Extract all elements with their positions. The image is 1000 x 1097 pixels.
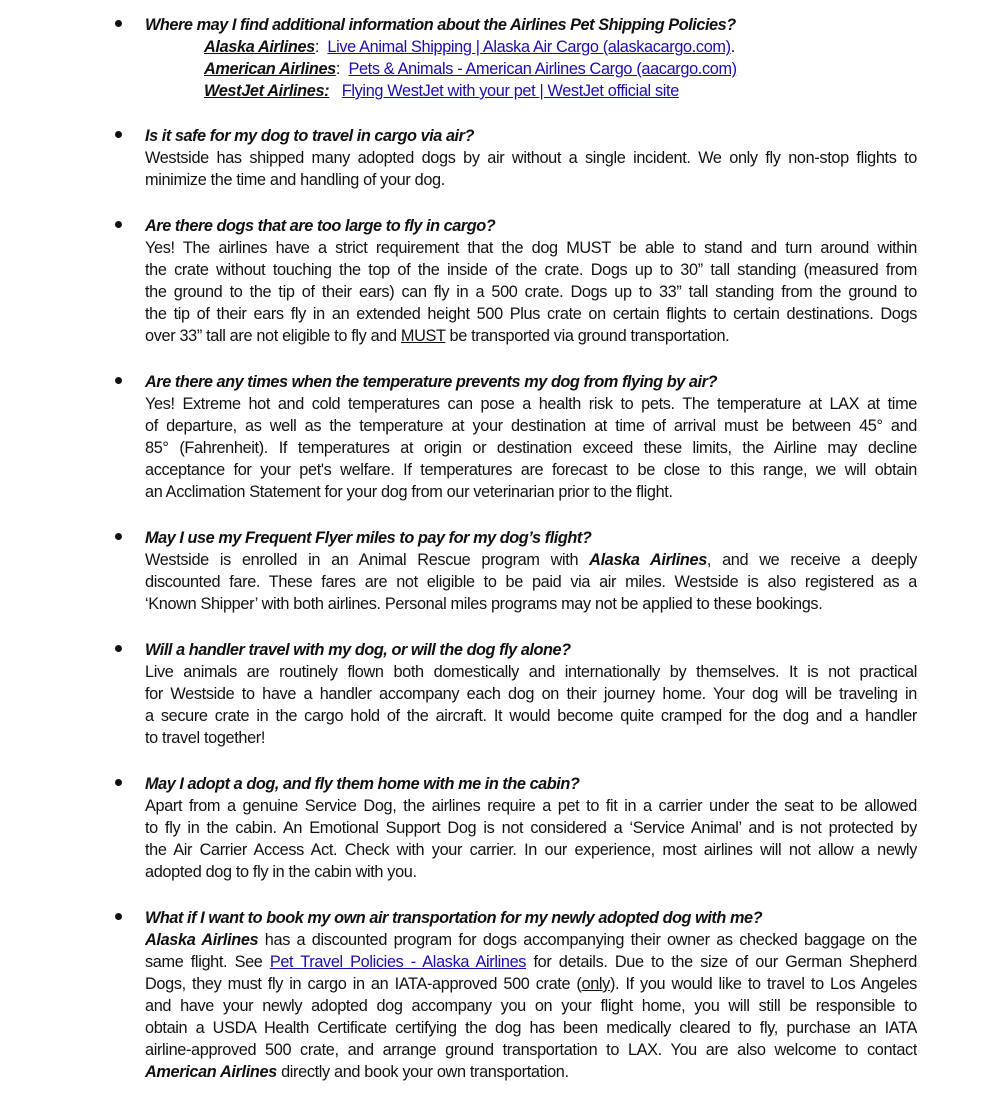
faq-item-large-dogs xyxy=(145,215,917,347)
text: , and we receive a deeply xyxy=(706,551,917,569)
answer-line: the Air Carrier Access Act. Check with your carrier. In our experience, most airlines will not allow a newly xyxy=(145,841,917,859)
text: be transported via ground transportation. xyxy=(445,327,730,345)
answer-line: to fly in the cabin. An Emotional Support Dog is not considered a ‘Service Animal’ and is not protected by xyxy=(145,819,917,837)
separator: : xyxy=(335,60,349,78)
answer-line: the crate without touching the top of the inside of the crate. Dogs up to 30” tall standing (measured from xyxy=(145,261,917,279)
faq-item-cabin xyxy=(145,773,917,883)
answer-line xyxy=(145,325,917,347)
answer-line xyxy=(145,951,917,973)
airline-name: Alaska Airlines xyxy=(145,931,259,949)
separator: : xyxy=(314,38,328,56)
faq-question: Are there any times when the temperature prevents my dog from flying by air? xyxy=(145,373,717,391)
airline-name: American Airlines xyxy=(204,60,336,78)
answer-line: and have your newly adopted dog accompany you on your flight home, you will still be responsible to xyxy=(145,997,917,1015)
airline-name: WestJet Airlines: xyxy=(204,82,330,100)
emphasis-only: only xyxy=(581,975,610,993)
faq-question: Are there dogs that are too large to fly in cargo? xyxy=(145,217,496,235)
answer-line: for Westside to have a handler accompany each dog on their journey home. Your dog will be traveling in xyxy=(145,685,917,703)
faq-item-safety xyxy=(145,125,917,191)
bullet-icon xyxy=(115,779,122,786)
answer-line: minimize the time and handling of your dog. xyxy=(145,171,445,189)
answer-line: adopted dog to fly in the cabin with you. xyxy=(145,863,417,881)
resource-alaska xyxy=(145,36,917,58)
answer-line: of departure, as well as the temperature at your destination at time of arrival must be between 45° and xyxy=(145,417,917,435)
text: ). If you would like to travel to Los Angeles xyxy=(609,975,917,993)
answer-line: ‘Known Shipper’ with both airlines. Personal miles programs may not be applied to these bookings. xyxy=(145,595,823,613)
resource-american xyxy=(145,58,917,80)
airline-name: Alaska Airlines xyxy=(204,38,315,56)
answer-line xyxy=(145,973,917,995)
answer-line: to travel together! xyxy=(145,729,266,747)
text: for details. Due to the size of our German Shepherd xyxy=(526,953,917,971)
answer-line: the tip of their ears fly in an extended height 500 Plus crate on certain flights to certain destinations. Dogs xyxy=(145,305,917,323)
bullet-icon xyxy=(115,221,122,228)
text: same flight. See xyxy=(145,953,270,971)
text: has a discounted program for dogs accompanying their owner as checked baggage on the xyxy=(258,931,917,949)
westjet-pet-link[interactable]: Flying WestJet with your pet | WestJet official site xyxy=(341,82,679,100)
bullet-icon xyxy=(115,913,122,920)
resource-westjet xyxy=(145,80,917,102)
answer-line: 85° (Fahrenheit). If temperatures at origin or destination exceed these limits, the Airline may decline xyxy=(145,439,917,457)
answer-line xyxy=(145,929,917,951)
aa-cargo-link[interactable]: Pets & Animals - American Airlines Cargo (aacargo.com) xyxy=(348,60,737,78)
faq-item-frequent-flyer xyxy=(145,527,917,615)
answer-line xyxy=(145,549,917,571)
emphasis-must: MUST xyxy=(400,327,446,345)
faq-question: What if I want to book my own air transportation for my newly adopted dog with me? xyxy=(145,909,763,927)
answer-line: Live animals are routinely flown both domestically and internationally by themselves. It is not practical xyxy=(145,663,917,681)
bullet-icon xyxy=(115,645,122,652)
answer-line: Yes! Extreme hot and cold temperatures can pose a health risk to pets. The temperature at LAX at time xyxy=(145,395,917,413)
faq-item-temperature xyxy=(145,371,917,503)
bullet-icon xyxy=(115,131,122,138)
alaska-pet-travel-link[interactable]: Pet Travel Policies - Alaska Airlines xyxy=(269,953,527,971)
faq-question: Will a handler travel with my dog, or will the dog fly alone? xyxy=(145,641,571,659)
faq-question: May I use my Frequent Flyer miles to pay for my dog’s flight? xyxy=(145,529,592,547)
answer-line: obtain a USDA Health Certificate certifying the dog has been medically cleared to fly, purchase an IATA xyxy=(145,1019,917,1037)
trailing-text: . xyxy=(730,38,735,56)
faq-item-additional-info xyxy=(145,14,917,102)
answer-line: a secure crate in the cargo hold of the aircraft. It would become quite cramped for the dog and a handler xyxy=(145,707,917,725)
text: over 33” tall are not eligible to fly and xyxy=(145,327,401,345)
bullet-icon xyxy=(115,533,122,540)
airline-name: Alaska Airlines xyxy=(589,551,707,569)
faq-question: Is it safe for my dog to travel in cargo via air? xyxy=(145,127,474,145)
answer-line xyxy=(145,1061,917,1083)
alaska-cargo-link[interactable]: Live Animal Shipping | Alaska Air Cargo (alaskacargo.com) xyxy=(327,38,731,56)
separator xyxy=(329,82,342,100)
faq-item-own-booking xyxy=(145,907,917,1083)
text: Westside is enrolled in an Animal Rescue program with xyxy=(145,551,590,569)
airline-name: American Airlines xyxy=(145,1063,277,1081)
answer-line: an Acclimation Statement for your dog from our veterinarian prior to the flight. xyxy=(145,483,673,501)
answer-line: Yes! The airlines have a strict requirement that the dog MUST be able to stand and turn around within xyxy=(145,239,917,257)
bullet-icon xyxy=(115,377,122,384)
answer-line: acceptance for your pet's welfare. If temperatures are forecast to be close to this range, we will obtain xyxy=(145,461,917,479)
answer-line: discounted fare. These fares are not eligible to be paid via air miles. Westside is also registered as a xyxy=(145,573,917,591)
text: Dogs, they must fly in cargo in an IATA-approved 500 crate ( xyxy=(145,975,582,993)
faq-question: Where may I find additional information about the Airlines Pet Shipping Policies? xyxy=(145,16,736,34)
answer-line: Westside has shipped many adopted dogs by air without a single incident. We only fly non-stop flights to xyxy=(145,149,917,167)
faq-item-handler xyxy=(145,639,917,749)
answer-line: the ground to the tip of their ears) can fly in a 500 crate. Dogs up to 33” tall standing from the ground to xyxy=(145,283,917,301)
faq-question: May I adopt a dog, and fly them home with me in the cabin? xyxy=(145,775,580,793)
answer-line: airline-approved 500 crate, and arrange ground transportation to LAX. You are also welcome to contact xyxy=(145,1041,917,1059)
answer-line: Apart from a genuine Service Dog, the airlines require a pet to fit in a carrier under the seat to be allowed xyxy=(145,797,917,815)
bullet-icon xyxy=(115,20,122,27)
text: directly and book your own transportation. xyxy=(276,1063,569,1081)
